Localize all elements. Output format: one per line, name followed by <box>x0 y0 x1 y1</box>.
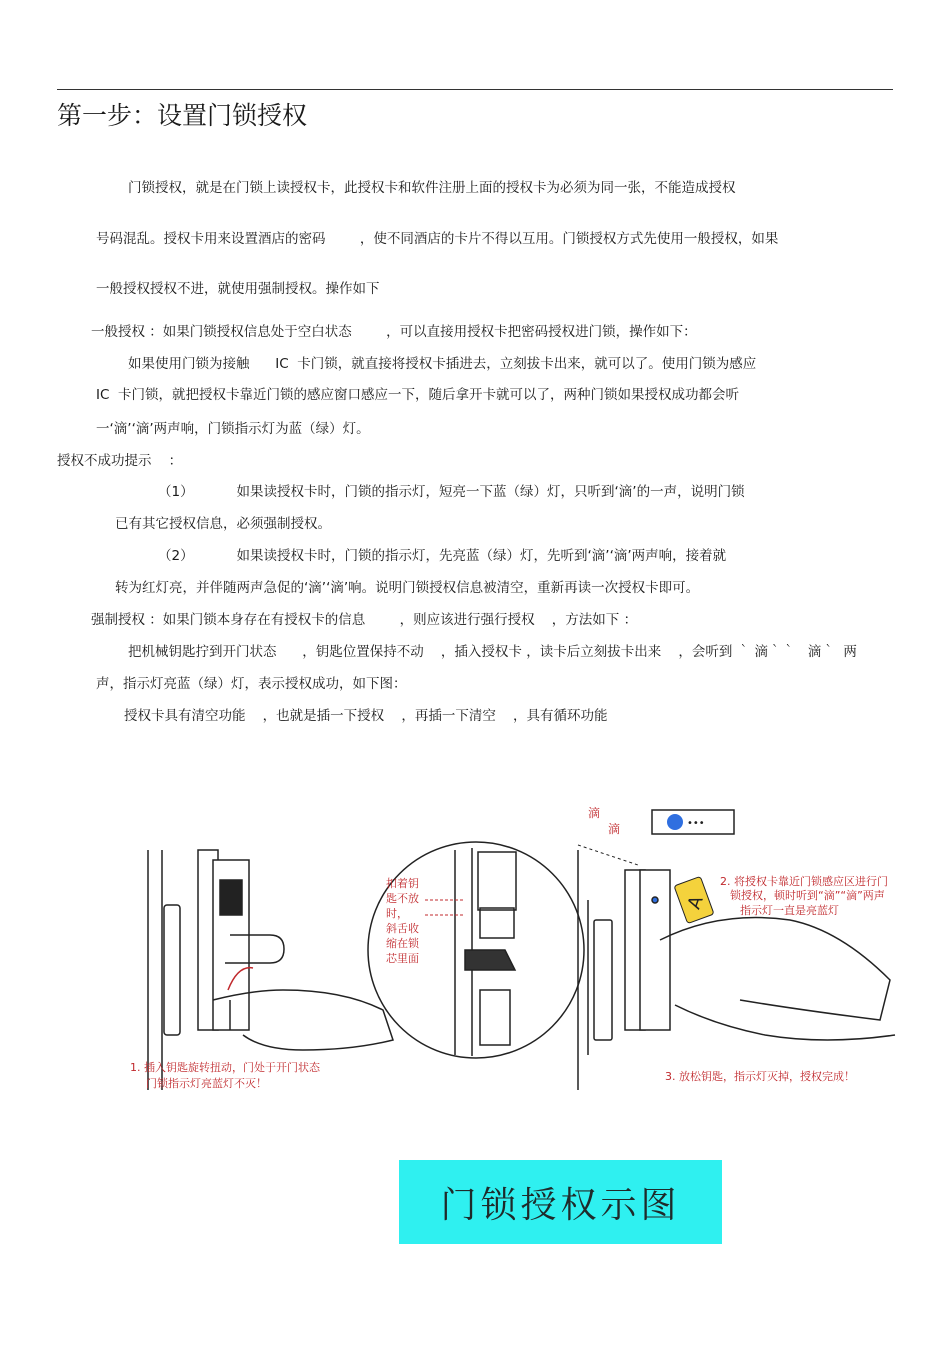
paragraph-line: 号码混乱。授权卡用来设置酒店的密码 ，使不同酒店的卡片不得以互用。门锁授权方式先使用一般授权，如果 <box>96 231 779 247</box>
beep-label: 滴 <box>588 806 601 820</box>
paragraph-line: 把机械钥匙拧到开门状态 ，钥匙位置保持不动 ，插入授权卡 ，读卡后立刻拔卡出来 ，会听到 ｀ 滴｀｀ 滴｀ 两 <box>128 644 857 660</box>
header-rule <box>57 89 893 90</box>
step2-line: 2. 将授权卡靠近门锁感应区进行门 <box>720 875 888 888</box>
figure-caption <box>399 1160 722 1244</box>
page-title: 第一步：设置门锁授权 <box>57 101 308 130</box>
lock-authorization-illustration <box>100 790 940 1120</box>
beep-label: 滴 <box>608 822 621 836</box>
latch-note-line: 匙不放 <box>386 892 419 905</box>
step1-annotation <box>130 1060 321 1090</box>
indicator-display <box>652 810 734 834</box>
paragraph-line: 授权卡具有清空功能 ，也就是插一下授权 ，再插一下清空 ，具有循环功能 <box>124 708 608 724</box>
paragraph-line: （1） 如果读授权卡时，门锁的指示灯，短亮一下蓝（绿）灯，只听到‘滴’的一声，说明门锁 <box>158 484 745 500</box>
caption-text: 门锁授权示图 <box>440 1184 681 1226</box>
step2-line: 锁授权，顿时听到“滴”“滴”两声 <box>730 889 885 902</box>
latch-note-line: 斜舌收 <box>386 922 419 935</box>
paragraph-line: （2） 如果读授权卡时，门锁的指示灯，先亮蓝（绿）灯，先听到‘滴’‘滴’两声响，接着就 <box>158 548 727 564</box>
access-card <box>674 876 714 923</box>
paragraph-line: 一般授权 ：如果门锁授权信息处于空白状态 ，可以直接用授权卡把密码授权进门锁，操作如下： <box>91 324 697 340</box>
card-letter: A <box>683 893 708 912</box>
paragraph-line: 强制授权 ：如果门锁本身存在有授权卡的信息 ，则应该进行强行授权 ，方法如下 ： <box>91 612 638 628</box>
latch-note-line: 芯里面 <box>386 952 419 965</box>
paragraph-line: 一般授权授权不进，就使用强制授权。操作如下 <box>96 281 380 297</box>
magnified-latch-panel <box>368 842 584 1058</box>
paragraph-line: 已有其它授权信息，必须强制授权。 <box>115 516 331 532</box>
step3-annotation: 3. 放松钥匙，指示灯灭掉，授权完成！ <box>665 1070 855 1083</box>
paragraph-line: IC 卡门锁，就把授权卡靠近门锁的感应窗口感应一下，随后拿开卡就可以了，两种门锁如果授权成功都会听 <box>96 387 739 403</box>
paragraph-line: 声，指示灯亮蓝（绿）灯，表示授权成功，如下图： <box>96 676 407 692</box>
latch-note-line: 扣着钥 <box>386 877 419 890</box>
lock-panel-1 <box>148 850 393 1090</box>
step1-line: 1. 插入钥匙旋转扭动，门处于开门状态 <box>130 1061 320 1074</box>
paragraph-line: 如果使用门锁为接触 IC 卡门锁，就直接将授权卡插进去，立刻拔卡出来，就可以了。使用门锁为感应 <box>128 356 757 372</box>
latch-note-line: 时， <box>386 907 408 920</box>
step2-annotation <box>720 874 888 917</box>
paragraph-line: 转为红灯亮，并伴随两声急促的‘滴’‘滴’响。说明门锁授权信息被清空，重新再读一次授权卡即可。 <box>115 580 700 596</box>
paragraph-line: 门锁授权，就是在门锁上读授权卡，此授权卡和软件注册上面的授权卡为必须为同一张，不能造成授权 <box>128 180 736 196</box>
latch-note-line: 缩在锁 <box>386 937 419 950</box>
step2-line: 指示灯一直是亮蓝灯 <box>740 904 839 917</box>
paragraph-line: 一‘滴’‘滴’两声响，门锁指示灯为蓝（绿）灯。 <box>96 421 370 437</box>
step1-line: 门锁指示灯亮蓝灯不灭！ <box>146 1077 267 1090</box>
indicator-dots: ••• <box>687 818 705 829</box>
latch-annotation <box>386 876 420 965</box>
paragraph-line: 授权不成功提示 ： <box>57 453 183 469</box>
